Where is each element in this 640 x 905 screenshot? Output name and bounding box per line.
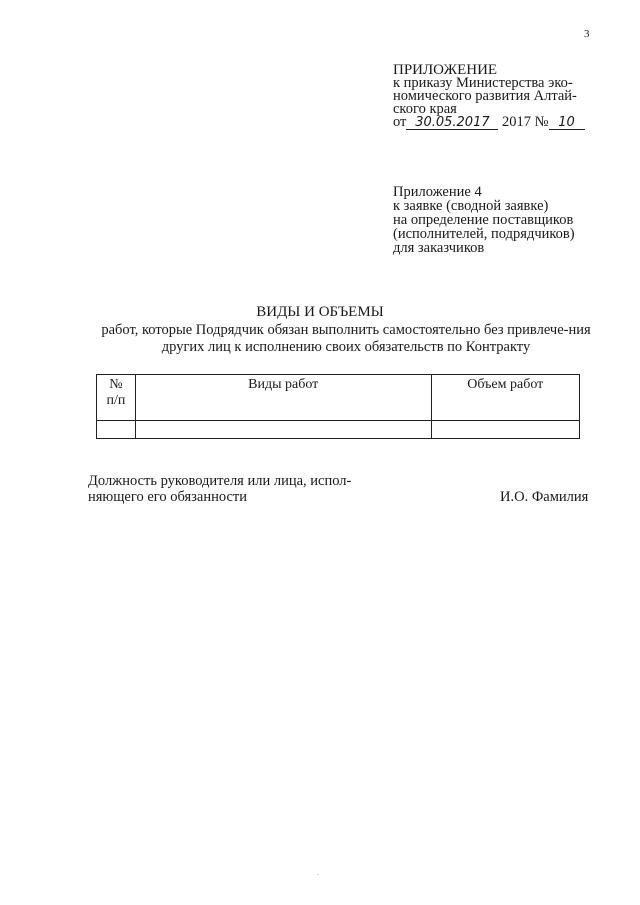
table-row bbox=[97, 421, 580, 439]
handwritten-date: 30.05.2017 bbox=[406, 117, 498, 130]
request-appendix-line: на определение поставщиков bbox=[393, 212, 574, 228]
header-work-volume: Объем работ bbox=[431, 375, 579, 421]
request-appendix-title: Приложение 4 bbox=[393, 184, 482, 200]
signatory-position-line: няющего его обязанности bbox=[88, 489, 247, 505]
cell-work-volume bbox=[431, 421, 579, 439]
cell-number bbox=[97, 421, 136, 439]
document-subtitle: работ, которые Подрядчик обязан выполнить самостоятельно без привлече-ния других лиц к исполнению своих обязательств по Контракту bbox=[101, 322, 591, 355]
footer-mark: . bbox=[317, 868, 319, 877]
order-year-number-label: 2017 № bbox=[502, 114, 549, 130]
order-appendix-title: ПРИЛОЖЕНИЕ bbox=[393, 62, 498, 78]
table-header-row bbox=[97, 375, 580, 421]
order-date-line bbox=[393, 116, 603, 130]
cell-work-kind bbox=[135, 421, 431, 439]
document-heading: ВИДЫ И ОБЪЕМЫ bbox=[256, 304, 384, 320]
header-number-symbol: № bbox=[109, 377, 123, 392]
order-appendix-block bbox=[393, 64, 603, 130]
order-appendix-line: номического развития Алтай- bbox=[393, 88, 577, 104]
handwritten-order-number: 10 bbox=[549, 117, 585, 130]
signatory-name: И.О. Фамилия bbox=[500, 489, 589, 505]
header-number-abbr: п/п bbox=[106, 393, 126, 408]
request-appendix-line: к заявке (сводной заявке) bbox=[393, 198, 549, 214]
page-number: 3 bbox=[584, 28, 590, 40]
order-appendix-line: ского края bbox=[393, 101, 457, 117]
header-number bbox=[97, 375, 136, 421]
works-table bbox=[96, 374, 580, 439]
request-appendix-line: для заказчиков bbox=[393, 240, 485, 256]
signatory-position-line: Должность руководителя или лица, испол- bbox=[88, 473, 352, 489]
date-prefix: от bbox=[393, 114, 407, 130]
order-appendix-line: к приказу Министерства эко- bbox=[393, 75, 573, 91]
request-appendix-line: (исполнителей, подрядчиков) bbox=[393, 226, 575, 242]
signatory-position bbox=[88, 473, 388, 505]
request-appendix-block bbox=[393, 185, 613, 255]
header-work-kind: Виды работ bbox=[135, 375, 431, 421]
